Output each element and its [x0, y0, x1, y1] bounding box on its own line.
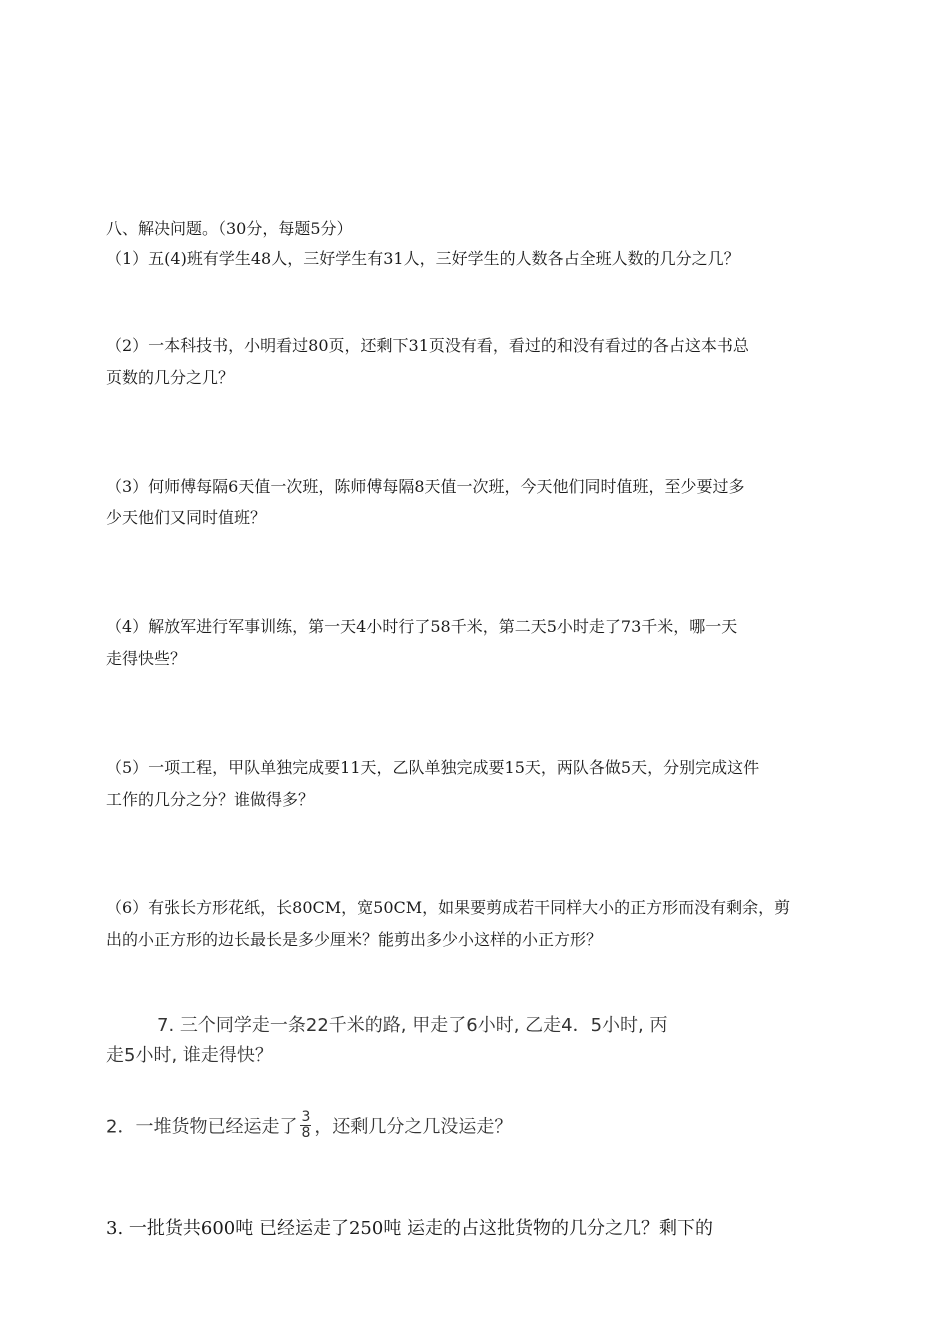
fraction-denominator: 8 — [301, 1125, 311, 1141]
problem-7-line-2: 走5小时, 谁走得快？ — [106, 1045, 273, 1066]
problem-7-line-1: 7. 三个同学走一条22千米的路, 甲走了6小时, 乙走4．5小时, 丙 — [157, 1015, 668, 1036]
problem-6-line-1: （6）有张长方形花纸，长80CM，宽50CM，如果要剪成若干同样大小的正方形而没有剩余，剪 — [106, 898, 791, 917]
problem-3-line-2: 少天他们又同时值班？ — [106, 508, 267, 527]
problem-6-line-2: 出的小正方形的边长最长是多少厘米？能剪出多少小这样的小正方形？ — [106, 930, 603, 949]
problem-2-line-2: 页数的几分之几？ — [106, 368, 235, 387]
problem-4-line-1: （4）解放军进行军事训练，第一天4小时行了58千米，第二天5小时走了73千米，哪一天 — [106, 617, 738, 636]
problem-3-line-1: （3）何师傅每隔6天值一次班，陈师傅每隔8天值一次班，今天他们同时值班，至少要过多 — [106, 477, 745, 496]
problem-5-line-1: （5）一项工程，甲队单独完成要11天，乙队单独完成要15天，两队各做5天，分别完成这件 — [106, 758, 760, 777]
problem-2b-text-after: ，还剩几分之几没运走？ — [314, 1116, 513, 1138]
problem-1-line-1: （1）五(4)班有学生48人，三好学生有31人，三好学生的人数各占全班人数的几分之几？ — [106, 249, 740, 268]
fraction-numerator: 3 — [301, 1109, 311, 1125]
problem-2b-line — [106, 1109, 513, 1143]
problem-2b-text-before: 2．一堆货物已经运走了 — [106, 1116, 298, 1138]
fraction — [300, 1110, 311, 1141]
section-heading: 八、解决问题。（30分，每题5分） — [106, 219, 353, 238]
problem-2-line-1: （2）一本科技书，小明看过80页，还剩下31页没有看，看过的和没有看过的各占这本书总 — [106, 336, 749, 355]
problem-5-line-2: 工作的几分之分？谁做得多？ — [106, 790, 315, 809]
problem-3b-line-1: 3. 一批货共600吨 已经运走了250吨 运走的占这批货物的几分之几？剩下的 — [106, 1218, 714, 1239]
problem-4-line-2: 走得快些？ — [106, 649, 187, 668]
